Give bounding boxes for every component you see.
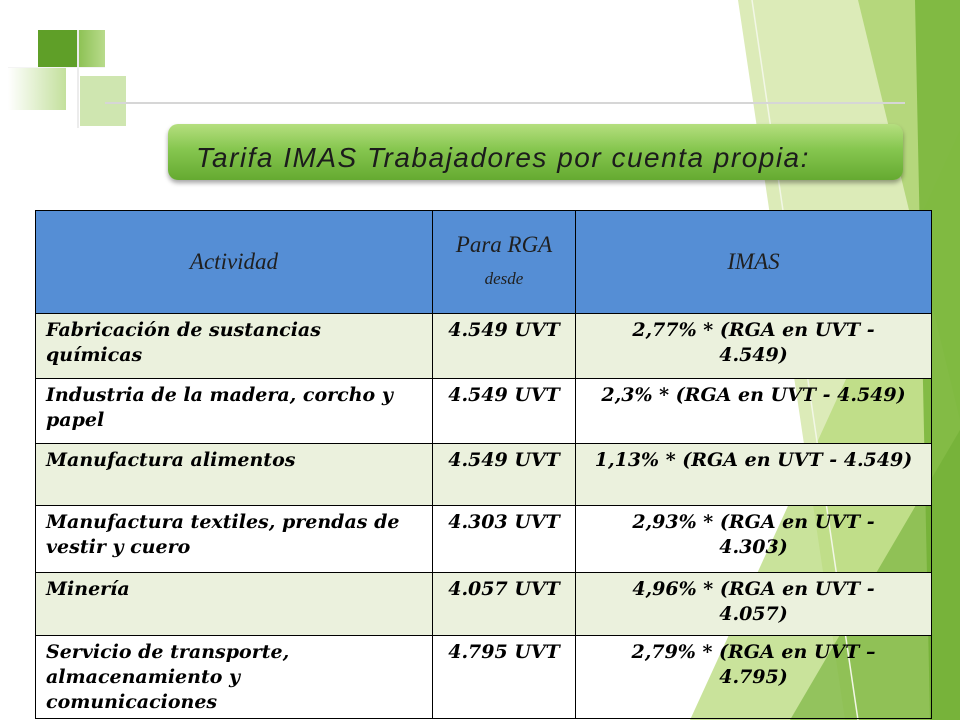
slide-title: Tarifa IMAS Trabajadores por cuenta propia:: [196, 142, 810, 173]
decor-vertical-line: [77, 30, 79, 128]
cell-rga-desde: 4.057 UVT: [433, 573, 576, 636]
title-banner: [168, 124, 903, 180]
cell-imas: [576, 636, 932, 719]
cell-rga-desde: 4.303 UVT: [433, 506, 576, 573]
header-rga-label: Para RGA: [455, 232, 553, 257]
header-rga-desde: [433, 211, 576, 314]
cell-actividad: [36, 573, 433, 636]
cell-actividad-text: Manufactura textiles, prendas de vestir y cuero: [46, 511, 400, 558]
cell-rga-desde: 4.549 UVT: [433, 379, 576, 444]
cell-actividad-text: Industria de la madera, corcho y papel: [46, 384, 393, 431]
cell-actividad: [36, 379, 433, 444]
cell-actividad: [36, 314, 433, 379]
cell-rga-desde: 4.549 UVT: [433, 314, 576, 379]
cell-imas-text: 2,79% * (RGA en UVT – 4.795): [631, 641, 876, 688]
table-row: [36, 314, 932, 379]
cell-actividad: [36, 636, 433, 719]
cell-imas: [576, 444, 932, 506]
cell-actividad: [36, 444, 433, 506]
table-row: [36, 444, 932, 506]
decor-square-dark: [38, 30, 78, 68]
cell-imas-text: 4,96% * (RGA en UVT - 4.057): [632, 578, 875, 625]
cell-actividad-text: Manufactura alimentos: [46, 449, 296, 471]
cell-actividad-text: Minería: [46, 578, 130, 600]
cell-imas-text: 2,93% * (RGA en UVT - 4.303): [632, 511, 875, 558]
cell-imas: [576, 506, 932, 573]
cell-imas: [576, 379, 932, 444]
cell-imas: [576, 573, 932, 636]
cell-actividad: [36, 506, 433, 573]
header-actividad: Actividad: [36, 211, 433, 314]
decor-square-mid: [78, 30, 105, 68]
cell-actividad-text: Servicio de transporte, almacenamiento y comunicaciones: [46, 641, 290, 713]
cell-imas: [576, 314, 932, 379]
decor-square-fade: [8, 67, 66, 110]
table-row: [36, 506, 932, 573]
rates-table: [35, 210, 932, 719]
decor-horizontal-rule: [105, 102, 905, 104]
table-header-row: [36, 211, 932, 314]
header-imas: IMAS: [576, 211, 932, 314]
cell-imas-text: 2,77% * (RGA en UVT - 4.549): [632, 319, 875, 366]
cell-rga-desde: 4.549 UVT: [433, 444, 576, 506]
header-rga-sublabel: desde: [484, 269, 524, 288]
cell-imas-text: 2,3% * (RGA en UVT - 4.549): [601, 384, 906, 406]
table-row: [36, 573, 932, 636]
table-row: [36, 636, 932, 719]
cell-actividad-text: Fabricación de sustancias químicas: [46, 319, 321, 366]
table-row: [36, 379, 932, 444]
cell-rga-desde: 4.795 UVT: [433, 636, 576, 719]
cell-imas-text: 1,13% * (RGA en UVT - 4.549): [594, 449, 913, 471]
decor-horizontal-line-short: [8, 67, 105, 68]
decor-square-light: [80, 76, 126, 126]
